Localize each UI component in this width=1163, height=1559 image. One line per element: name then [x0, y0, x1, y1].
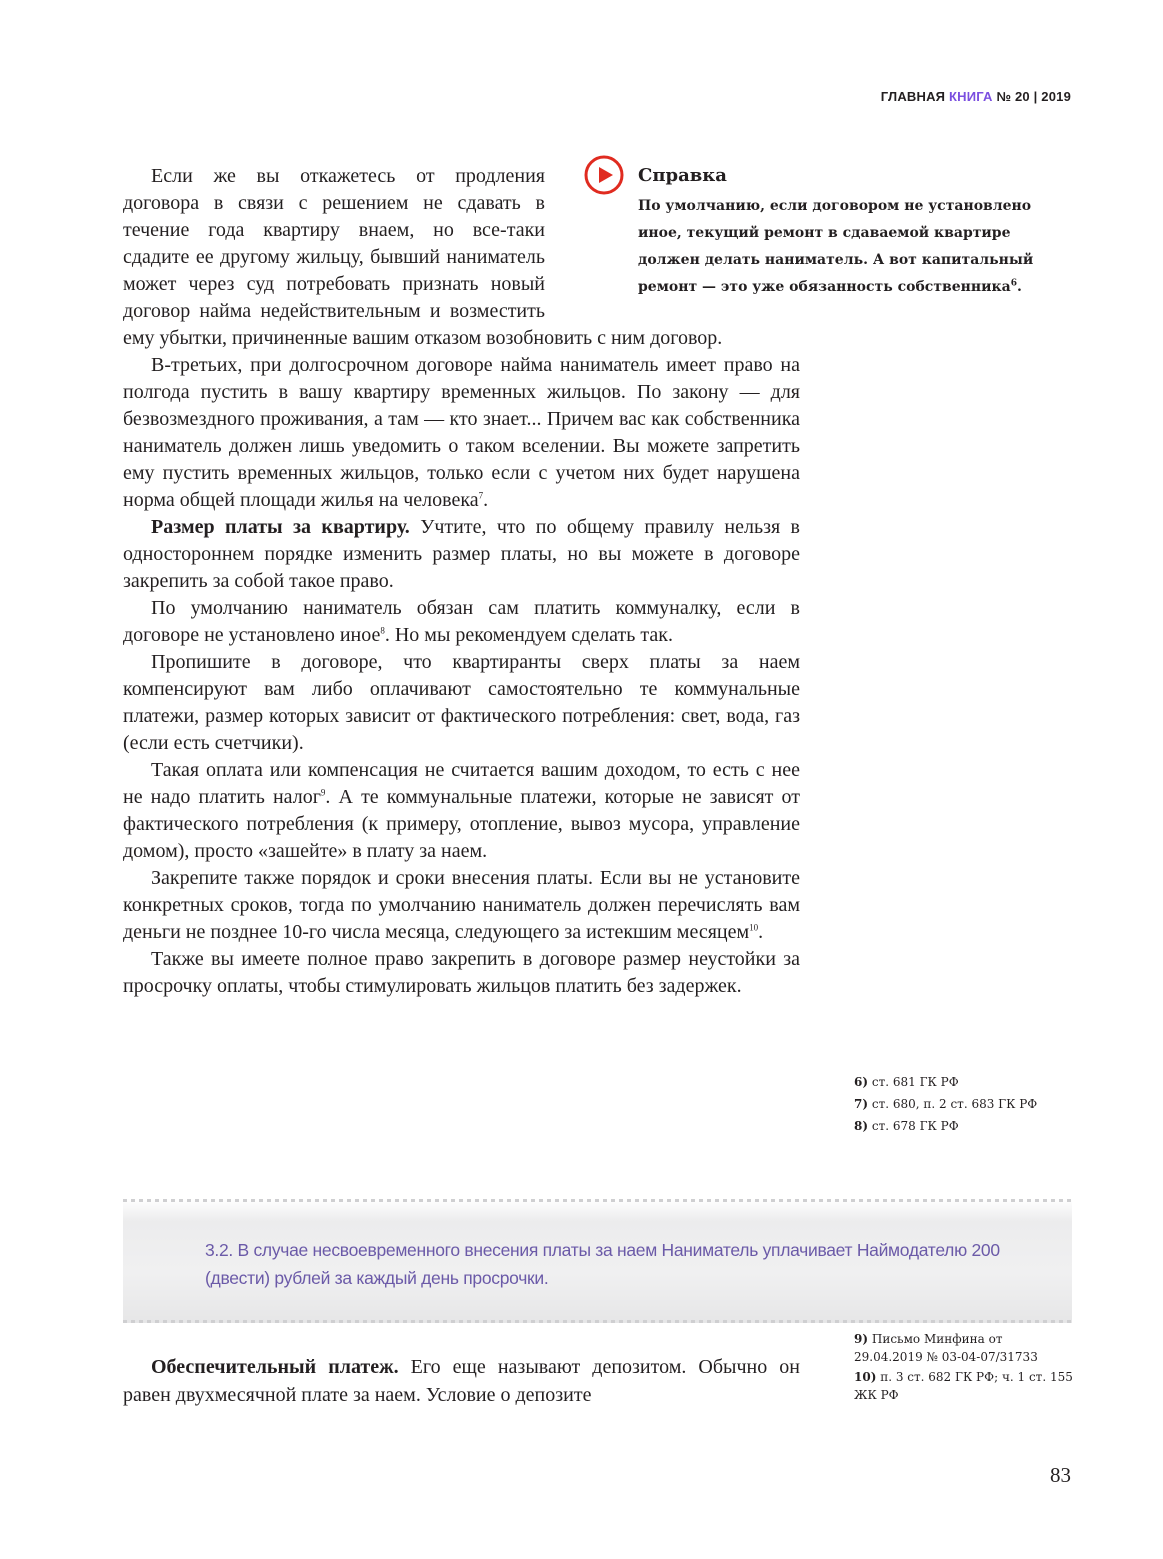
reference-text: По умолчанию, если договором не установлено иное, текущий ремонт в сдаваемой квартире должен делать наниматель. А вот капитальный ремонт — это уже обязанность собственника$^6$.: [638, 198, 1034, 295]
footnotes-group: [854, 1071, 1074, 1137]
brand-name: ГЛАВНАЯ: [880, 89, 946, 104]
footnote-ref[interactable]: 9: [320, 787, 326, 798]
reference-title: Справка: [638, 165, 727, 186]
paragraph: Размер платы за квартиру. Учтите, что по общему правилу нельзя в одностороннем порядке изменить размер платы, но вы можете в договоре закрепить за собой такое право.: [123, 516, 800, 592]
footnote-ref[interactable]: 7: [478, 490, 484, 501]
footnote-ref[interactable]: 8: [380, 625, 385, 636]
paragraph: Закрепите также порядок и сроки внесения платы. Если вы не установите конкретных сроков, тогда по умолчанию наниматель должен перечислять вам деньги не позднее 10-го числа месяца, следующего за истекшим месяцем$^{10}$.: [123, 867, 800, 943]
page-header: [881, 89, 1071, 104]
footnote: 6) ст. 681 ГК РФ: [854, 1075, 959, 1089]
footnote: 9) Письмо Минфина от 29.04.2019 № 03-04-07/31733: [854, 1332, 1038, 1364]
paragraph: Обеспечительный платеж. Его еще называют депозитом. Обычно он равен двухмесячной плате за наем. Условие о депозите: [123, 1356, 800, 1406]
footnotes-group: [854, 1330, 1074, 1406]
paragraph: Также вы имеете полное право закрепить в договоре размер неустойки за просрочку оплаты, чтобы стимулировать жильцов платить без задержек.: [123, 948, 800, 997]
section-heading: Размер платы за квартиру.: [151, 516, 410, 538]
footnote-ref[interactable]: 10: [749, 922, 759, 933]
footnote: 8) ст. 678 ГК РФ: [854, 1119, 959, 1133]
brand-name-accent: КНИГА: [949, 89, 993, 104]
issue-number: № 20 | 2019: [996, 89, 1071, 104]
paragraph: Такая оплата или компенсация не считается вашим доходом, то есть с нее не надо платить налог$^9$. А те коммунальные платежи, которые не зависят от фактического потребления (к примеру, отопление, вывоз мусора, управление домом), просто «зашейте» в плату за наем.: [123, 759, 800, 862]
article-body-continued: [123, 1353, 800, 1409]
paragraph: Если же вы откажетесь от продления договора в связи с решением не сдавать в течение года квартиру внаем, но все-таки сдадите ее другому жильцу, бывший наниматель может через суд потребовать признать новый договор найма недействительным и возместить ему убытки, причиненные вашим отказом возобновить с ним договор.: [123, 165, 723, 349]
footnote: 10) п. 3 ст. 682 ГК РФ; ч. 1 ст. 155 ЖК РФ: [854, 1370, 1073, 1402]
contract-excerpt-text: 3.2. В случае несвоевременного внесения платы за наем Наниматель уплачивает Наймодателю 200 (двести) рублей за каждый день просрочки.: [205, 1240, 1000, 1288]
article-body: [123, 163, 800, 1000]
footnote-ref[interactable]: 6: [1010, 278, 1017, 289]
paragraph: Пропишите в договоре, что квартиранты сверх платы за наем компенсируют вам либо оплачивают самостоятельно те коммунальные платежи, размер которых зависит от фактического потребления: свет, вода, газ (если есть счетчики).: [123, 651, 800, 754]
paragraph: По умолчанию наниматель обязан сам платить коммуналку, если в договоре не установлено иное$^8$. Но мы рекомендуем сделать так.: [123, 597, 800, 646]
section-heading: Обеспечительный платеж.: [151, 1356, 399, 1378]
page-number: 83: [1050, 1463, 1071, 1487]
paragraph: В-третьих, при долгосрочном договоре найма наниматель имеет право на полгода пустить в вашу квартиру временных жильцов. По закону — для безвозмездного проживания, а там — кто знает... Причем вас как собственника наниматель должен лишь уведомить о таком вселении. Вы можете запретить ему пустить временных жильцов, только если с учетом них будет нарушена норма общей площади жилья на человека$^7$.: [123, 354, 800, 511]
contract-excerpt: [123, 1199, 1072, 1323]
footnote: 7) ст. 680, п. 2 ст. 683 ГК РФ: [854, 1097, 1038, 1111]
